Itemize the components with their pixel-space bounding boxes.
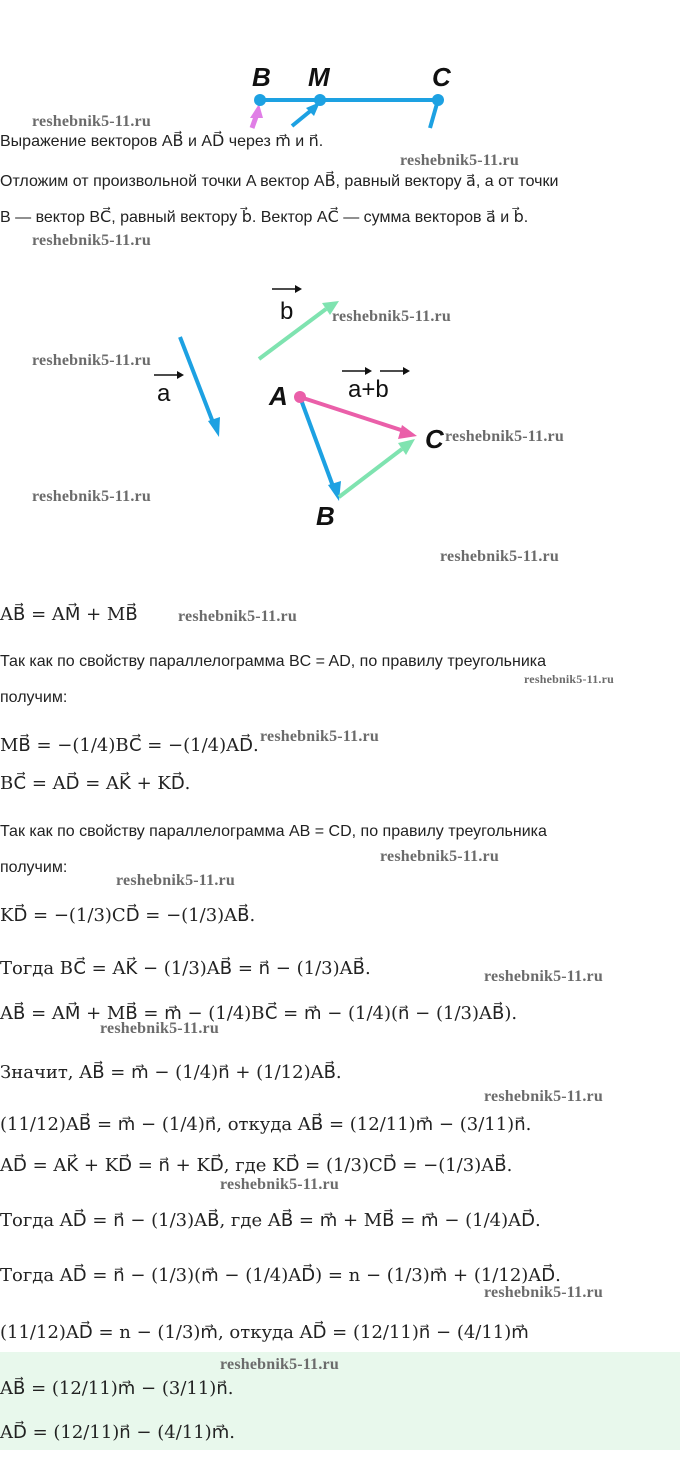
point-b <box>254 94 266 106</box>
equation-line-18: Тогда AD⃗ = n⃗ − (1/3)(m⃗ − (1/4)AD⃗) = n − (1/3)m⃗ + (1/12)AD⃗. <box>0 1265 561 1286</box>
equation-line-15: (11/12)AB⃗ = m⃗ − (1/4)n⃗, откуда AB⃗ = (12/11)m⃗ − (3/11)n⃗. <box>0 1114 532 1135</box>
vector-ab-arrowhead <box>328 481 341 501</box>
answer-line-ab: AB⃗ = (12/11)m⃗ − (3/11)n⃗. <box>0 1378 234 1399</box>
point-m <box>314 94 326 106</box>
watermark: reshebnik5-11.ru <box>440 548 559 565</box>
watermark: reshebnik5-11.ru <box>220 1356 339 1373</box>
point-c <box>432 94 444 106</box>
equation-line-17: Тогда AD⃗ = n⃗ − (1/3)AB⃗, где AB⃗ = m⃗ + MB⃗ = m⃗ − (1/4)AD⃗. <box>0 1210 541 1231</box>
text-line-6: получим: <box>0 689 68 706</box>
vector-a-arrowhead <box>208 417 220 437</box>
watermark: reshebnik5-11.ru <box>116 872 235 889</box>
text-content: Выражение векторов AB⃗ и AD⃗ через m⃗ и n⃗. <box>0 133 324 150</box>
point-a <box>294 391 306 403</box>
text-line-3: B — вектор BC⃗, равный вектору b⃗. Вектор AC⃗ — сумма векторов a⃗ и b⃗. <box>0 209 529 226</box>
watermark: reshebnik5-11.ru <box>32 232 151 249</box>
text-line-10: получим: <box>0 859 68 876</box>
watermark: reshebnik5-11.ru <box>484 1284 603 1301</box>
label-b: B <box>252 62 271 92</box>
label-point-a: A <box>269 381 288 411</box>
text-line-5: Так как по свойству параллелограмма BC = AD, по правилу треугольника <box>0 653 547 670</box>
vector-pink-arrowhead <box>250 104 263 118</box>
vector-ab <box>300 397 334 489</box>
equation-line-16: AD⃗ = AK⃗ + KD⃗ = n⃗ + KD⃗, где KD⃗ = (1/3)CD⃗ = −(1/3)AB⃗. <box>0 1155 513 1176</box>
label-m: M <box>308 62 330 92</box>
label-sum-arrowhead-2 <box>403 367 410 375</box>
equation-line-7: MB⃗ = −(1/4)BC⃗ = −(1/4)AD⃗. <box>0 735 259 756</box>
text-line-9: Так как по свойству параллелограмма AB = CD, по правилу треугольника <box>0 823 547 840</box>
equation-line-4: AB⃗ = AM⃗ + MB⃗ <box>0 604 138 625</box>
watermark: reshebnik5-11.ru <box>400 152 519 169</box>
label-sum-arrowhead-1 <box>365 367 372 375</box>
label-sum: a+b <box>348 376 389 403</box>
watermark: reshebnik5-11.ru <box>332 308 451 325</box>
label-vec-a-arrowhead <box>177 371 184 379</box>
vector-ac-arrowhead <box>398 425 417 439</box>
watermark: reshebnik5-11.ru <box>178 608 297 625</box>
equation-line-12: Тогда BC⃗ = AK⃗ − (1/3)AB⃗ = n⃗ − (1/3)AB⃗. <box>0 958 371 979</box>
label-point-c: C <box>425 424 444 454</box>
label-point-b: B <box>316 501 335 531</box>
text-line-1 <box>0 132 323 152</box>
watermark: reshebnik5-11.ru <box>484 1088 603 1105</box>
equation-line-13: AB⃗ = AM⃗ + MB⃗ = m⃗ − (1/4)BC⃗ = m⃗ − (1/4)(n⃗ − (1/3)AB⃗). <box>0 1003 518 1024</box>
equation-line-8: BC⃗ = AD⃗ = AK⃗ + KD⃗. <box>0 773 191 794</box>
watermark: reshebnik5-11.ru <box>32 113 151 130</box>
watermark: reshebnik5-11.ru <box>100 1020 219 1037</box>
equation-line-11: KD⃗ = −(1/3)CD⃗ = −(1/3)AB⃗. <box>0 905 256 926</box>
answer-line-ad: AD⃗ = (12/11)n⃗ − (4/11)m⃗. <box>0 1422 235 1443</box>
label-c: C <box>432 62 451 92</box>
text-line-2: Отложим от произвольной точки A вектор AB⃗, равный вектору a⃗, а от точки <box>0 173 559 190</box>
label-vec-b-arrowhead <box>295 285 302 293</box>
watermark: reshebnik5-11.ru <box>32 352 151 369</box>
watermark: reshebnik5-11.ru <box>380 848 499 865</box>
vector-bc <box>339 449 402 497</box>
equation-line-14: Значит, AB⃗ = m⃗ − (1/4)n⃗ + (1/12)AB⃗. <box>0 1062 342 1083</box>
watermark: reshebnik5-11.ru <box>445 428 564 445</box>
label-vec-a: a <box>157 380 171 407</box>
vector-a <box>180 337 214 425</box>
label-vec-b: b <box>280 298 294 325</box>
watermark: reshebnik5-11.ru <box>32 488 151 505</box>
watermark: reshebnik5-11.ru <box>220 1176 339 1193</box>
watermark: reshebnik5-11.ru <box>484 968 603 985</box>
diagram-bmc <box>230 60 470 130</box>
watermark: reshebnik5-11.ru <box>524 672 614 686</box>
watermark: reshebnik5-11.ru <box>260 728 379 745</box>
equation-line-19: (11/12)AD⃗ = n − (1/3)m⃗, откуда AD⃗ = (12/11)n⃗ − (4/11)m⃗ <box>0 1322 529 1343</box>
